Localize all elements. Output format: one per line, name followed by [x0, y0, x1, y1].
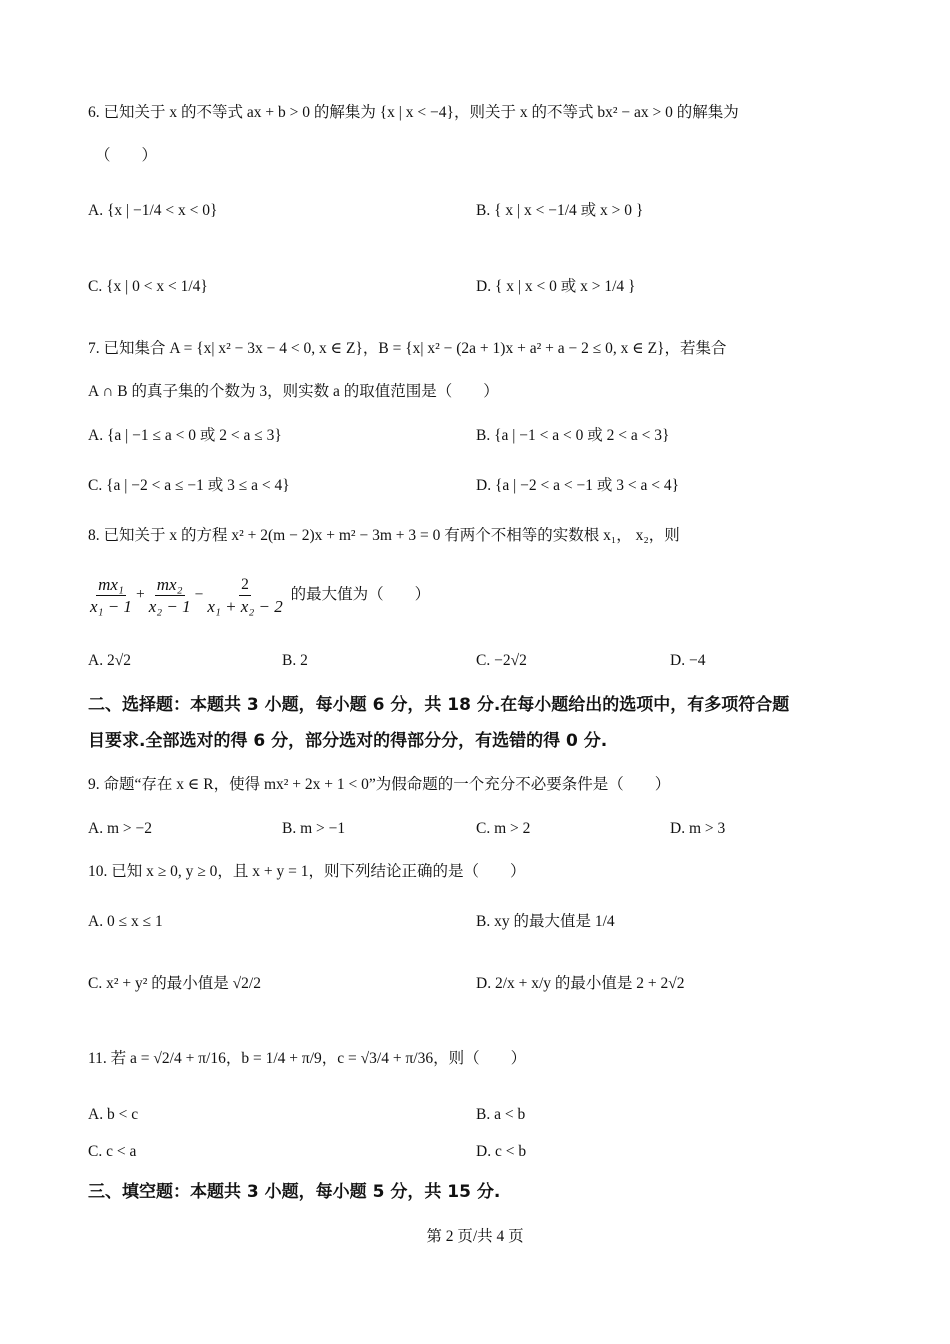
page-footer: 第 2 页/共 4 页 [426, 1228, 524, 1245]
q6-answer-paren: （ ） [95, 147, 158, 164]
q11-option-b: B. a < b [476, 1106, 526, 1123]
q11-option-c: C. c < a [88, 1143, 137, 1160]
q9-option-a: A. m > −2 [88, 820, 152, 837]
q10-option-d: D. 2/x + x/y 的最小值是 2 + 2√2 [476, 975, 685, 992]
q7-option-a: A. {a | −1 ≤ a < 0 或 2 < a ≤ 3} [88, 427, 282, 444]
section2-heading-line2: 目要求.全部选对的得 6 分，部分选对的得部分分，有选错的得 0 分. [88, 731, 608, 751]
q9-option-b: B. m > −1 [282, 820, 346, 837]
q8-stem: 8. 已知关于 x 的方程 x² + 2(m − 2)x + m² − 3m + 3 = 0 有两个不相等的实数根 x₁， x₂，则 [88, 527, 680, 544]
q9-option-d: D. m > 3 [670, 820, 726, 837]
q6-stem: 6. 已知关于 x 的不等式 ax + b > 0 的解集为 {x | x < −4}，则关于 x 的不等式 bx² − ax > 0 的解集为 [88, 104, 739, 121]
q7-option-c: C. {a | −2 < a ≤ −1 或 3 ≤ a < 4} [88, 477, 290, 494]
section2-heading-line1: 二、选择题：本题共 3 小题，每小题 6 分，共 18 分.在每小题给出的选项中，有多项符合题 [88, 695, 790, 715]
q10-stem: 10. 已知 x ≥ 0, y ≥ 0，且 x + y = 1，则下列结论正确的是（ ） [88, 863, 526, 880]
q6-option-c: C. {x | 0 < x < 1/4} [88, 278, 208, 295]
q11-stem: 11. 若 a = √2/4 + π/16，b = 1/4 + π/9，c = √3/4 + π/36，则（ ） [88, 1050, 527, 1067]
q8-expression: $\frac{\text{mx₁}}{\text{x₁ − 1}}$ + $\frac{\text{mx₂}}{\text{x₂ − 1}}$ − $\frac{2}{\text{x₁ + x₂ − 2}}$ 的最大值为（ ） [90, 575, 431, 616]
q8-option-c: C. −2√2 [476, 652, 527, 669]
q8-option-d: D. −4 [670, 652, 706, 669]
section3-heading: 三、填空题：本题共 3 小题，每小题 5 分，共 15 分. [88, 1182, 501, 1202]
q10-option-b: B. xy 的最大值是 1/4 [476, 913, 615, 930]
q10-option-a: A. 0 ≤ x ≤ 1 [88, 913, 163, 930]
q7-stem-2: A ∩ B 的真子集的个数为 3，则实数 a 的取值范围是（ ） [88, 383, 499, 400]
q8-option-a: A. 2√2 [88, 652, 131, 669]
q8-fraction-1: $\frac{\text{mx₁}}{\text{x₁ − 1}}$ [90, 575, 132, 616]
q11-option-d: D. c < b [476, 1143, 527, 1160]
q8-fraction-3: $\frac{2}{\text{x₁ + x₂ − 2}}$ [207, 576, 283, 616]
q7-option-d: D. {a | −2 < a < −1 或 3 < a < 4} [476, 477, 680, 494]
q11-option-a: A. b < c [88, 1106, 139, 1123]
q8-option-b: B. 2 [282, 652, 308, 669]
q6-option-a: A. {x | −1/4 < x < 0} [88, 202, 218, 219]
q6-option-d: D. { x | x < 0 或 x > 1/4 } [476, 278, 636, 295]
q8-fraction-2: $\frac{\text{mx₂}}{\text{x₂ − 1}}$ [148, 575, 191, 616]
q9-stem: 9. 命题“存在 x ∈ R，使得 mx² + 2x + 1 < 0”为假命题的一个充分不必要条件是（ ） [88, 776, 671, 793]
q6-option-b: B. { x | x < −1/4 或 x > 0 } [476, 202, 644, 219]
q10-option-c: C. x² + y² 的最小值是 √2/2 [88, 975, 261, 992]
q7-stem: 7. 已知集合 A = {x| x² − 3x − 4 < 0, x ∈ Z}，B = {x| x² − (2a + 1)x + a² + a − 2 ≤ 0, x ∈ Z}，若集合 [88, 340, 727, 357]
q8-expression-tail: 的最大值为（ ） [290, 586, 431, 604]
q7-option-b: B. {a | −1 < a < 0 或 2 < a < 3} [476, 427, 670, 444]
q9-option-c: C. m > 2 [476, 820, 531, 837]
